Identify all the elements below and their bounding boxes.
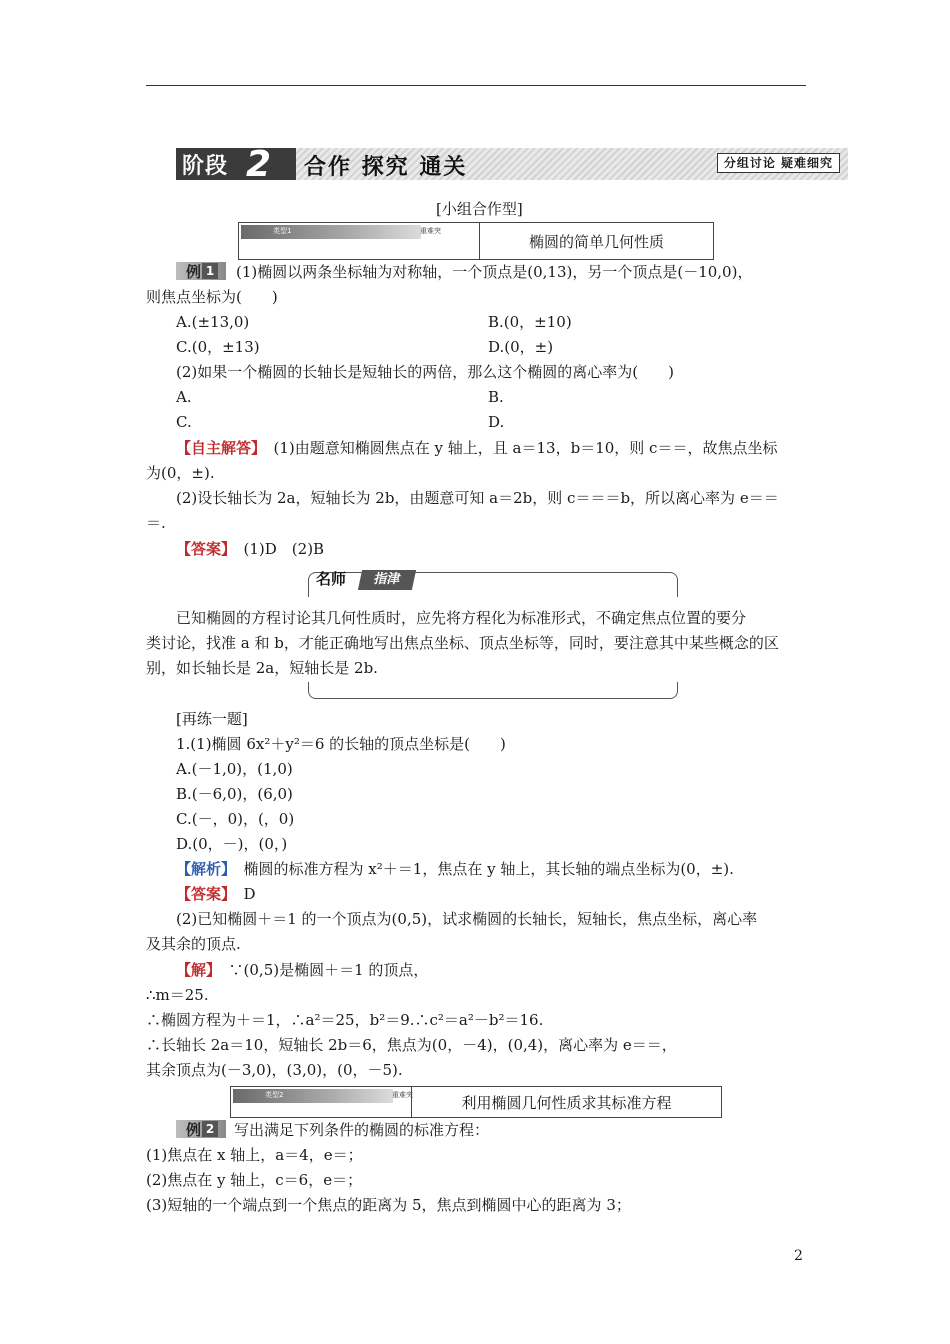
solve1-line1 <box>176 438 836 458</box>
example-badge-number: 2 <box>202 1121 218 1137</box>
practice-opt-b: B.(－6,0)，(6,0) <box>176 785 293 803</box>
type2-label: 类型2 <box>265 1091 284 1099</box>
note-label-a: 名师 <box>316 570 347 588</box>
type1-sub: 重难突 <box>420 227 441 235</box>
practice-answer <box>176 884 836 904</box>
ex1-q2-d: D. <box>488 413 505 431</box>
ex1-q1-line2: 则焦点坐标为( ) <box>146 288 278 306</box>
type2-sub: 重难突 <box>392 1091 413 1099</box>
practice-jie5: 其余顶点为(－3,0)，(3,0)，(0，－5). <box>146 1061 403 1079</box>
ex2-cond3: (3)短轴的一个端点到一个焦点的距离为 5，焦点到椭圆中心的距离为 3； <box>146 1196 631 1214</box>
solve1-line4: ＝. <box>146 514 166 532</box>
practice-opt-c: C.(－，0)，(，0) <box>176 810 295 828</box>
solve1-line2: 为(0，±). <box>146 464 215 482</box>
solve1-text: (1)由题意知椭圆焦点在 y 轴上，且 a＝13，b＝10，则 c＝＝，故焦点坐标 <box>273 439 778 457</box>
practice-jiexi <box>176 859 836 879</box>
type1-title: 椭圆的简单几何性质 <box>479 223 713 259</box>
example-badge-number: 1 <box>202 263 218 279</box>
ex2-cond1: (1)焦点在 x 轴上，a＝4，e＝； <box>146 1146 363 1164</box>
section-label: [小组合作型] <box>436 200 523 218</box>
note-label-b: 指津 <box>358 570 416 590</box>
jiexi-tag: 【解析】 <box>176 860 229 878</box>
ex1-q2-a: A. <box>176 388 192 406</box>
ex1-opt-a: A.(±13,0) <box>176 313 250 331</box>
practice-q1: 1.(1)椭圆 6x²＋y²＝6 的长轴的顶点坐标是( ) <box>176 735 506 753</box>
example2-badge <box>176 1120 226 1138</box>
practice-jie4: ∴长轴长 2a＝10，短轴长 2b＝6，焦点为(0，－4)，(0,4)，离心率为 e＝＝， <box>146 1036 677 1054</box>
ex1-q2-b: B. <box>488 388 504 406</box>
stage-tag: 分组讨论 疑难细究 <box>717 153 840 173</box>
practice-jie2: ∴m＝25. <box>146 986 209 1004</box>
stage-banner <box>176 144 848 185</box>
practice-head: [再练一题] <box>176 710 248 728</box>
ex1-q1-line1: (1)椭圆以两条坐标轴为对称轴，一个顶点是(0,13)，另一个顶点是(－10,0)， <box>236 263 753 281</box>
practice-jie3: ∴椭圆方程为＋＝1，∴a²＝25，b²＝9.∴c²＝a²－b²＝16. <box>146 1011 544 1029</box>
example-badge-text: 例 <box>186 263 202 281</box>
type1-box <box>238 222 714 260</box>
note-line2: 类讨论，找准 a 和 b，才能正确地写出焦点坐标、顶点坐标等，同时，要注意其中某些概念的区 <box>146 634 779 652</box>
jie1-text: ∵(0,5)是椭圆＋＝1 的顶点， <box>228 961 429 979</box>
ex1-q2: (2)如果一个椭圆的长轴长是短轴长的两倍，那么这个椭圆的离心率为( ) <box>176 363 674 381</box>
jiexi-text: 椭圆的标准方程为 x²＋＝1，焦点在 y 轴上，其长轴的端点坐标为(0，±). <box>243 860 734 878</box>
answer1-text: (1)D (2)B <box>243 540 325 558</box>
ex2-intro: 写出满足下列条件的椭圆的标准方程： <box>234 1121 490 1139</box>
ex1-opt-c: C.(0，±13) <box>176 338 260 356</box>
jie-tag: 【解】 <box>176 961 214 979</box>
note-line1: 已知椭圆的方程讨论其几何性质时，应先将方程化为标准形式，不确定焦点位置的要分 <box>176 609 747 627</box>
answer-tag: 【答案】 <box>176 885 229 903</box>
answer-tag: 【答案】 <box>176 540 229 558</box>
ex1-opt-d: D.(0，±) <box>488 338 554 356</box>
practice-opt-d: D.(0，－)，(0，) <box>176 835 288 853</box>
ex2-cond2: (2)焦点在 y 轴上，c＝6，e＝； <box>146 1171 363 1189</box>
practice-jie1 <box>176 960 836 980</box>
practice-q2-line1: (2)已知椭圆＋＝1 的一个顶点为(0,5)，试求椭圆的长轴长，短轴长，焦点坐标，离心率 <box>176 910 758 928</box>
note-label <box>316 568 416 592</box>
practice-q2-line2: 及其余的顶点. <box>146 935 241 953</box>
header-rule <box>146 85 806 86</box>
page-number: 2 <box>794 1248 803 1264</box>
stage-number: 2 <box>246 144 272 185</box>
practice-answer-text: D <box>243 885 256 903</box>
solve1-line3: (2)设长轴长为 2a，短轴长为 2b，由题意可知 a＝2b，则 c＝＝＝b，所以离心率为 e＝＝ <box>176 489 779 507</box>
type1-label: 类型1 <box>273 227 292 235</box>
note-frame-bottom <box>308 682 678 699</box>
stage-title: 合作 探究 通关 <box>304 154 468 180</box>
stage-label: 阶段 <box>182 154 229 179</box>
ex1-q2-c: C. <box>176 413 192 431</box>
example-badge-text: 例 <box>186 1121 202 1139</box>
practice-opt-a: A.(－1,0)，(1,0) <box>176 760 293 778</box>
example1-badge <box>176 262 226 280</box>
type2-box <box>230 1086 722 1118</box>
note-line3: 别，如长轴长是 2a，短轴长是 2b. <box>146 659 378 677</box>
ex1-opt-b: B.(0，±10) <box>488 313 572 331</box>
answer1 <box>176 539 836 559</box>
solve-tag: 【自主解答】 <box>176 439 259 457</box>
type2-title: 利用椭圆几何性质求其标准方程 <box>411 1087 721 1117</box>
